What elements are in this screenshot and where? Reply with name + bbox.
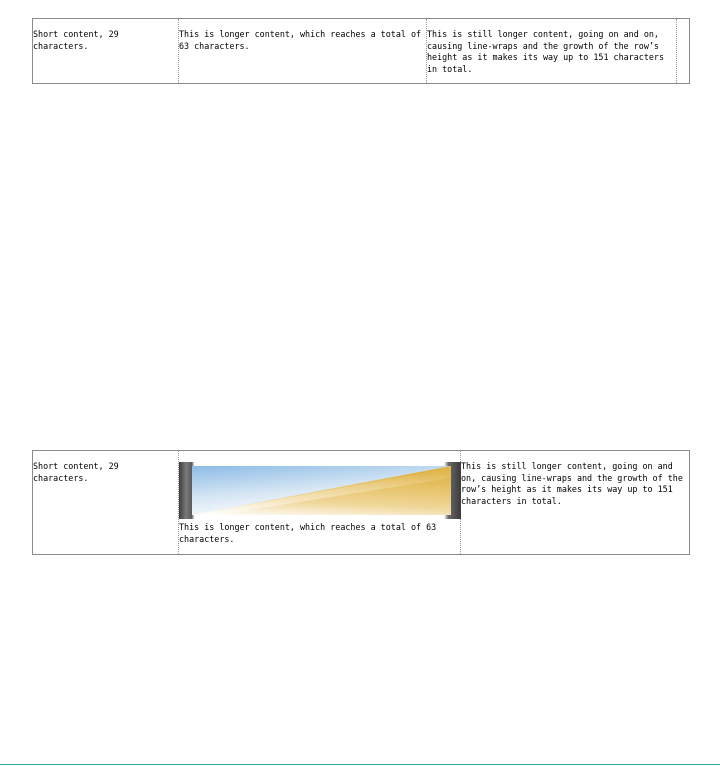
table-bottom: [32, 450, 690, 555]
table-cell-empty: [677, 19, 690, 84]
table-cell-short: Short content, 29 characters.: [33, 29, 119, 51]
table-cell-image: [179, 451, 461, 555]
table-cell-long: This is still longer content, going on and on, causing line-wraps and the growth of the row’s height as it makes its way up to 151 characters in total.: [461, 451, 690, 555]
table-cell-long: This is still longer content, going on and on, causing line-wraps and the growth of the row’s height as it makes its way up to 151 characters in total.: [427, 19, 677, 84]
table-top: [32, 18, 690, 84]
bottom-divider: [0, 764, 720, 765]
table-row: [33, 19, 690, 84]
gradient-image-icon: [192, 466, 451, 515]
table-row: [33, 451, 690, 555]
table-cell-medium: This is longer content, which reaches a total of 63 characters.: [179, 19, 427, 84]
image-caption: This is longer content, which reaches a total of 63 characters.: [179, 522, 437, 544]
gradient-image: [179, 462, 461, 519]
table-cell-short: Short content, 29 characters.: [33, 461, 119, 483]
